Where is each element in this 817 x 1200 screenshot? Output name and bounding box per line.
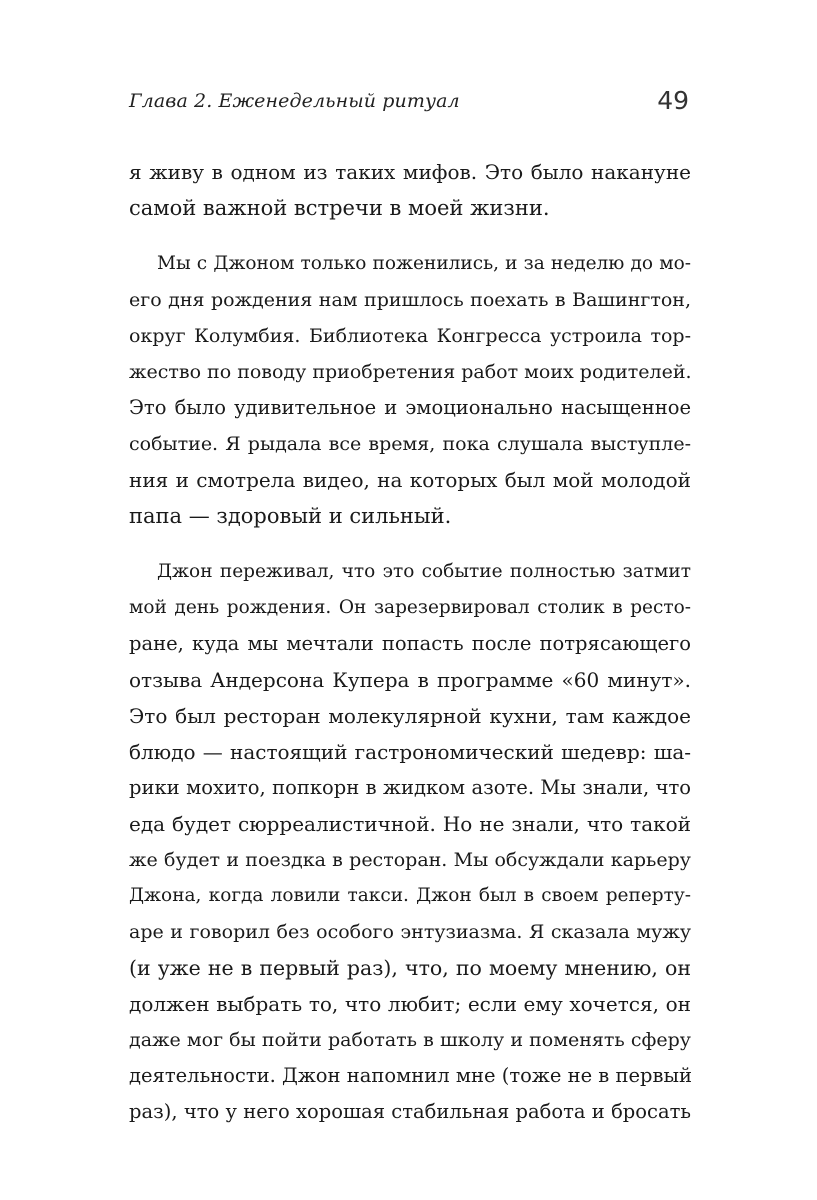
- page-number: 49: [657, 86, 689, 115]
- text-line: Джона, когда ловили такси. Джон был в своем реперту-: [129, 885, 691, 906]
- text-line: я живу в одном из таких мифов. Это было накануне: [129, 160, 691, 184]
- text-line: ния и смотрела видео, на которых был мой молодой: [129, 468, 691, 492]
- text-line: мой день рождения. Он зарезервировал столик в ресто-: [129, 597, 691, 618]
- text-line: деятельности. Джон напомнил мне (тоже не в первый: [129, 1064, 692, 1087]
- text-line: событие. Я рыдала все время, пока слушала выступле-: [129, 433, 691, 455]
- text-line: Мы с Джоном только поженились, и за неделю до мо-: [157, 253, 691, 274]
- text-line: Это было удивительное и эмоционально насыщенное: [129, 396, 691, 419]
- text-line: отзыва Андерсона Купера в программе «60 минут».: [129, 668, 691, 692]
- text-line: аре и говорил без особого энтузиазма. Я сказала мужу: [129, 921, 691, 943]
- text-line: его дня рождения нам пришлось поехать в Вашингтон,: [129, 289, 691, 311]
- text-line: рики мохито, попкорн в жидком азоте. Мы знали, что: [129, 776, 691, 799]
- paragraph: [129, 554, 691, 1130]
- text-line: еда будет сюрреалистичной. Но не знали, что такой: [129, 812, 691, 836]
- text-line: Это был ресторан молекулярной кухни, там каждое: [129, 704, 691, 728]
- text-line: блюдо — настоящий гастрономический шедевр: ша-: [129, 740, 691, 764]
- body-text: [129, 154, 691, 1150]
- running-head: Глава 2. Еженедельный ритуал: [129, 90, 460, 112]
- text-line: самой важной встречи в моей жизни.: [129, 196, 550, 220]
- text-line: даже мог бы пойти работать в школу и поменять сферу: [129, 1029, 691, 1051]
- paragraph: [129, 154, 691, 226]
- text-line: округ Колумбия. Библиотека Конгресса устроила тор-: [129, 325, 691, 347]
- text-line: жество по поводу приобретения работ моих родителей.: [129, 361, 692, 383]
- text-line: (и уже не в первый раз), что, по моему мнению, он: [129, 956, 691, 980]
- text-line: ране, куда мы мечтали попасть после потрясающего: [129, 632, 691, 655]
- text-line: Джон переживал, что это событие полностью затмит: [157, 561, 691, 582]
- paragraph: [129, 246, 691, 534]
- text-line: папа — здоровый и сильный.: [129, 504, 452, 528]
- text-line: же будет и поездка в ресторан. Мы обсуждали карьеру: [129, 849, 691, 871]
- text-line: раз), что у него хорошая стабильная работа и бросать: [129, 1100, 691, 1123]
- text-line: должен выбрать то, что любит; если ему хочется, он: [129, 992, 691, 1016]
